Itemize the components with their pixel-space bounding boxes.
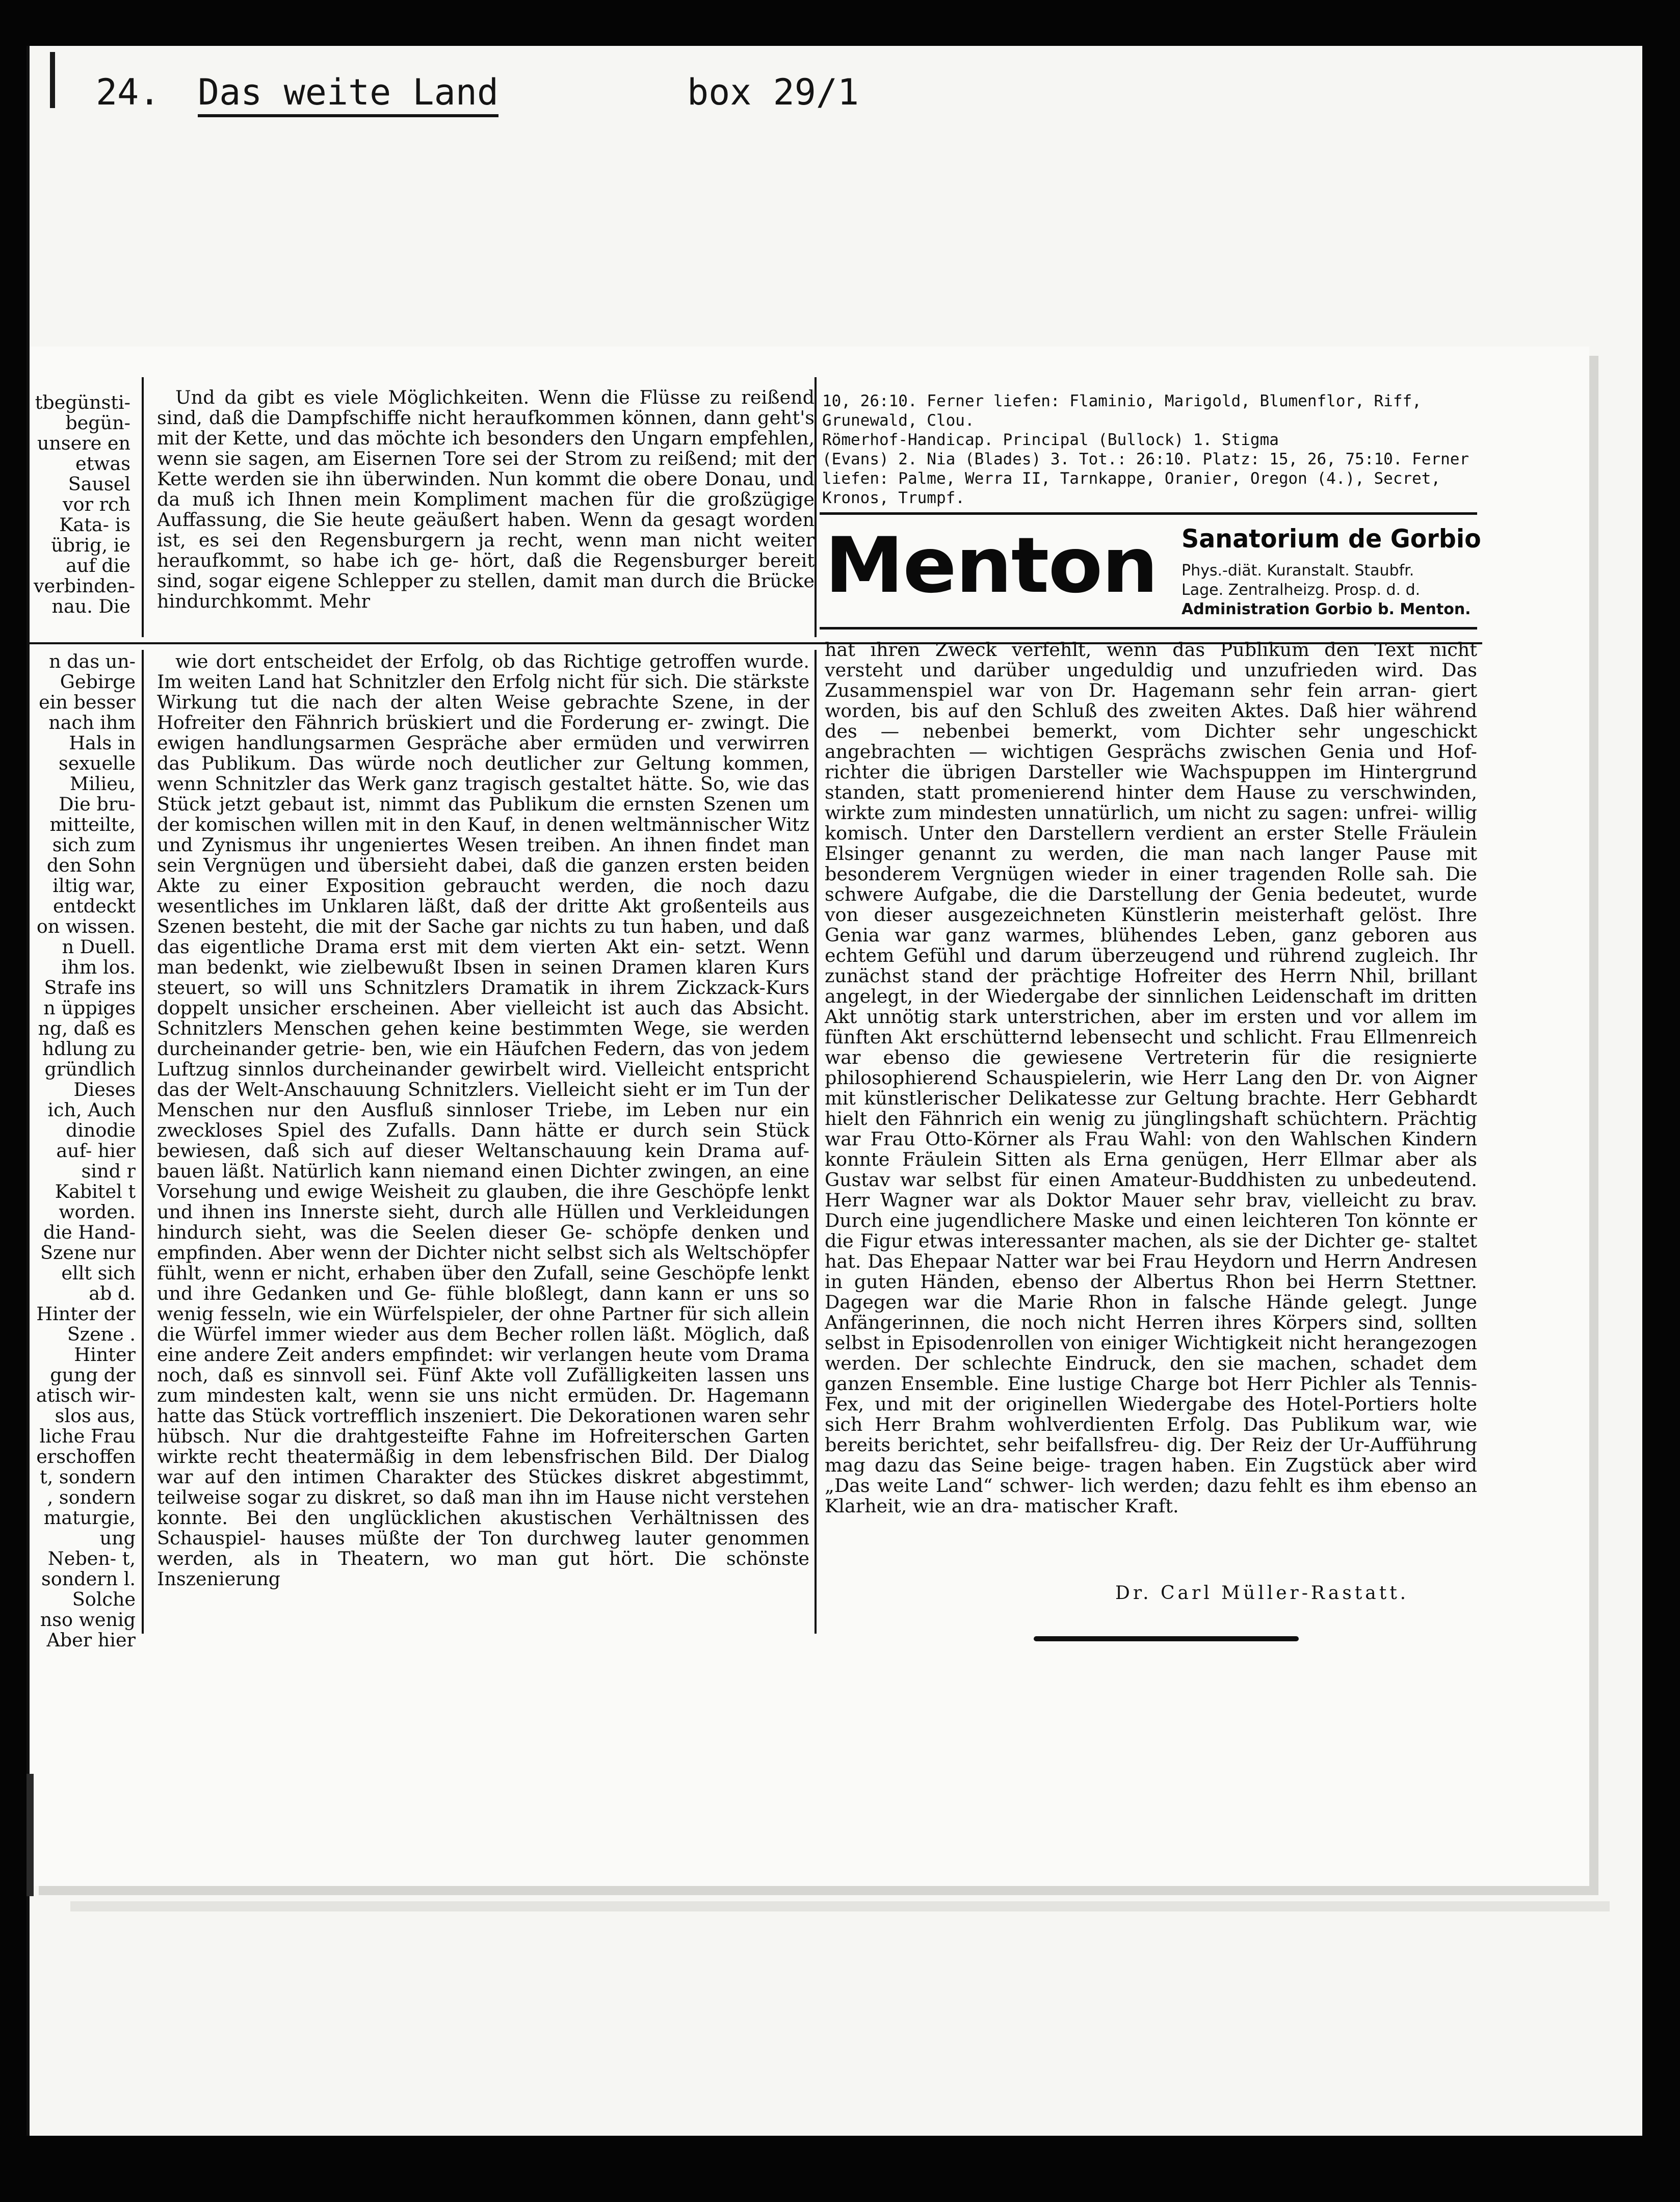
left-column-main: n das un- Gebirge ein besser nach ihm Hals in sexuelle Milieu, Die bru- mitteilte, sich zum den Sohn iltig war, entdeckt on wissen. n Duell. ihm los. Strafe ins n üppiges ng, daß es hdlung zu gründlich Dieses ich, Auch dinodie auf- hier sind r Kabitel t worden. die Hand- Szene nur ellt sich ab d. Hinter der Szene . Hinter gung der atisch wir- slos aus, liche Frau erschoffen t, sondern , sondern maturgie, ung Neben- t, sondern l. Solche nso wenig Aber hier bbox=[36, 650, 136, 1651]
race-results-line: Grunewald, Clou. bbox=[822, 411, 975, 430]
ad-text-line: Lage. Zentralheizg. Prosp. d. d. bbox=[1182, 581, 1421, 599]
race-results-line: (Evans) 2. Nia (Blades) 3. Tot.: 26:10. Platz: 15, 26, 75:10. Ferner bbox=[822, 450, 1469, 468]
ad-text-line: Administration Gorbio b. Menton. bbox=[1182, 600, 1471, 618]
paper-shadow bbox=[70, 1901, 1610, 1911]
article-column-middle: wie dort entscheidet der Erfolg, ob das Richtige getroffen wurde. Im weiten Land hat Schnitzler den Erfolg nicht für sich. Die stärkste Wirkung tut die nach der alten Weise gebrachte Szene, in der Hofreiter den Fähnrich brüskiert und die Forderung er- zwingt. Die ewigen handlungsarmen Gespräche aber ermüden und verwirren das Publikum. Das würde noch deutlicher zur Geltung kommen, wenn Schnitzler das Werk ganz tragisch gestaltet hätte. So, wie das Stück jetzt gebaut ist, nimmt das Publikum die ernsten Szenen um der komischen willen mit in den Kauf, in denen weltmännischer Witz und Zynismus ihr ungeniertes Wesen treiben. An ihnen findet man sein Vergnügen und übersieht dabei, daß die ganzen ersten beiden Akte zu einer Exposition gebraucht werden, die noch dazu wesentliches im Unklaren läßt, daß der dritte Akt großenteils aus Szenen besteht, die mit der Sache gar nichts zu tun haben, und daß das eigentliche Drama erst mit dem vierten Akt ein- setzt. Wenn man bedenkt, wie zielbewußt Ibsen in seinen Dramen klaren Kurs steuert, so will uns Schnitzlers Dramatik in ihrem Zickzack-Kurs doppelt unsicher erscheinen. Aber vielleicht ist auch das Absicht. Schnitzlers Menschen gehen keine bestimmten Wege, sie werden durcheinander getrie- ben, wie ein Häufchen Federn, das von jedem Luftzug sinnlos durcheinander gewirbelt wird. Vielleicht entspricht das der Welt-Anschauung Schnitzlers. Vielleicht sieht er im Tun der Menschen nur den Ausfluß sinnloser Triebe, im Leben nur ein zweckloses Spiel des Zufalls. Dann hätte er durch sein Stück bewiesen, daß sich auf dieser Weltanschauung kein Drama auf- bauen läßt. Natürlich kann niemand einen Dichter zwingen, an eine Vorsehung und ewige Weisheit zu glauben, die ihre Geschöpfe lenkt und ihnen ins Innerste sieht, durch alle Hüllen und Verkleidungen hindurch sieht, was die Seelen dieser Ge- schöpfe denken und empfinden. Aber wenn der Dichter nicht selbst sich als Weltschöpfer fühlt, wenn er nicht, erhaben über den Zufall, seine Geschöpfe lenkt und ihre Gedanken und Ge- fühle bloßlegt, dann kann er uns so wenig fesseln, wie ein Würfelspieler, der ohne Partner für sich allein die Würfel immer wieder aus dem Becher rollen läßt. Möglich, daß eine andere Zeit anders empfindet: wir verlangen heute vom Drama noch, daß es sinnvoll sei. Fünf Akte voll Zufälligkeiten lassen uns zum mindesten kalt, wenn sie uns nicht ermüden. Dr. Hagemann hatte das Stück vortrefflich inszeniert. Die Dekorationen waren sehr hübsch. Nur die drahtgesteifte Fahne im Hofreiterschen Garten wirkte recht theatermäßig in dem lebensfrischen Bild. Der Dialog war auf den intimen Charakter des Stückes diskret abgestimmt, teilweise sogar zu diskret, so daß man ihn im Hause nicht verstehen konnte. Bei den unglücklichen akustischen Verhältnissen des Schauspiel- hauses müßte der Ton durchweg lauter genommen werden, als in Theatern, wo man gut hört. Die schönste Inszenierung bbox=[157, 650, 809, 1590]
ad-sanatorium-name: Sanatorium de Gorbio bbox=[1182, 524, 1481, 554]
column-rule bbox=[142, 650, 144, 1634]
play-title: Das weite Land bbox=[198, 71, 498, 117]
middle-column-top: Und da gibt es viele Möglichkeiten. Wenn die Flüsse zu reißend sind, daß die Dampfschiffe nicht heraufkommen können, dann geht's mit der Kette, und das möchte ich besonders den Ungarn empfehlen, wenn sie sagen, am Eisernen Tore sei der Strom zu reißend; mit der Kette werden sie ihn überwinden. Nun kommt die obere Donau, und da muß ich Ihnen mein Kompliment machen für die großzügige Auffassung, die Sie heute geäußert haben. Wenn da gesagt worden ist, es sei den Regensburgern ja recht, wenn man nicht weiter heraufkommt, so habe ich ge- hört, daß die Regensburger bereit sind, sogar eigene Schlepper zu stellen, damit man durch die Brücke hindurchkommt. Mehr bbox=[157, 386, 815, 612]
column-rule bbox=[815, 650, 817, 1634]
column-rule bbox=[142, 377, 144, 637]
race-results-line: liefen: Palme, Werra II, Tarnkappe, Oranier, Oregon (4.), Secret, bbox=[822, 469, 1441, 488]
race-results-line: 10, 26:10. Ferner liefen: Flaminio, Marigold, Blumenflor, Riff, bbox=[822, 392, 1422, 410]
left-column-top: tbegünsti- begün- unsere en etwas Sausel vor rch Kata- is übrig, ie auf die verbinden- nau. Die bbox=[34, 391, 136, 617]
ad-headline: Menton bbox=[825, 521, 1158, 610]
menton-advertisement bbox=[820, 512, 1481, 630]
binding-mark bbox=[27, 1774, 34, 1896]
ad-text-line: Phys.-diät. Kuranstalt. Staubfr. bbox=[1182, 562, 1414, 580]
box-label: box 29/1 bbox=[687, 71, 859, 113]
column-rule bbox=[815, 377, 817, 637]
race-results-line: Römerhof-Handicap. Principal (Bullock) 1. Stigma bbox=[822, 431, 1279, 449]
race-results-line: Kronos, Trumpf. bbox=[822, 489, 965, 507]
author-signature: Dr. Carl Müller-Rastatt. bbox=[1115, 1583, 1409, 1604]
archive-sheet bbox=[27, 46, 1642, 2136]
end-rule bbox=[1034, 1636, 1299, 1641]
corner-mark bbox=[50, 52, 55, 108]
article-column-right: hat ihren Zweck verfehlt, wenn das Publikum den Text nicht versteht und darüber ungeduldig und unzufrieden wird. Das Zusammenspiel war von Dr. Hagemann sehr fein arran- giert worden, bis auf den Schluß des zweiten Aktes. Daß hier während des — nebenbei bemerkt, vom Dichter sehr ungeschickt angebrachten — wichtigen Gesprächs zwischen Genia und Hof- richter die übrigen Darsteller wie Wachspuppen im Hintergrund standen, statt promenierend hinter dem Hause zu verschwinden, wirkte zum mindesten unnatürlich, um nicht zu sagen: unfrei- willig komisch. Unter den Darstellern verdient an erster Stelle Fräulein Elsinger genannt zu werden, die man nach langer Pause mit besonderem Vergnügen wieder in einer tragenden Rolle sah. Die schwere Aufgabe, die die Darstellung der Genia bedeutet, wurde von dieser ausgezeichneten Künstlerin meisterhaft gelöst. Ihre Genia war ganz warmes, blühendes Leben, ganz geboren aus echtem Gefühl und darum überzeugend und rührend zugleich. Ihr zunächst stand der prächtige Hofreiter des Herrn Nhil, brillant angelegt, in der Wiedergabe der sinnlichen Leidenschaft im dritten Akt unnötig stark unterstrichen, aber im ersten und vor allem im fünften Akt erschütternd lebensecht und schlicht. Frau Ellmenreich war ebenso die gewiesene Vertreterin für die resignierte philosophierend Schauspielerin, wie Herr Lang den Dr. von Aigner mit künstlerischer Delikatesse zur Geltung brachte. Herr Gebhardt hielt den Fähnrich ein wenig zu jünglingshaft schüchtern. Prächtig war Frau Otto-Körner als Frau Wahl: von den Wahlschen Kindern konnte Fräulein Sitten als Erna genügen, Herr Ellmar aber als Gustav war selbst für einen Amateur-Buddhisten zu unbedeutend. Herr Wagner war als Doktor Mauer sehr brav, vielleicht zu brav. Durch eine jugendlichere Maske und einen leichteren Ton könnte er die Figur etwas interessanter machen, als sie der Dichter ge- staltet hat. Das Ehepaar Natter war bei Frau Heydorn und Herrn Andresen in guten Händen, ebenso der Albertus Rhon bei Herrn Stettner. Dagegen war die Marie Rhon in falsche Hände gelegt. Junge Anfängerinnen, die noch nicht Herren ihres Körpers sind, sollten selbst in Episodenrollen von einiger Wichtigkeit nicht herangezogen werden. Der schlechte Eindruck, den sie machen, schadet dem ganzen Ensemble. Eine lustige Charge bot Herr Pichler als Tennis-Fex, und mit der originellen Wiedergabe des Hotel-Portiers holte sich Herr Brahm wohlverdienten Erfolg. Das Publikum war, wie bereits berichtet, sehr beifallsfreu- dig. Der Reiz der Ur-Aufführung mag dazu das Seine beige- tragen haben. Ein Zugstück aber wird „Das weite Land“ schwer- lich werden; dazu fehlt es ihm ebenso an Klarheit, wie an dra- matischer Kraft. bbox=[825, 639, 1477, 1517]
race-results bbox=[822, 391, 1480, 509]
newspaper-clipping bbox=[30, 347, 1589, 1886]
item-number: 24. bbox=[96, 71, 161, 113]
